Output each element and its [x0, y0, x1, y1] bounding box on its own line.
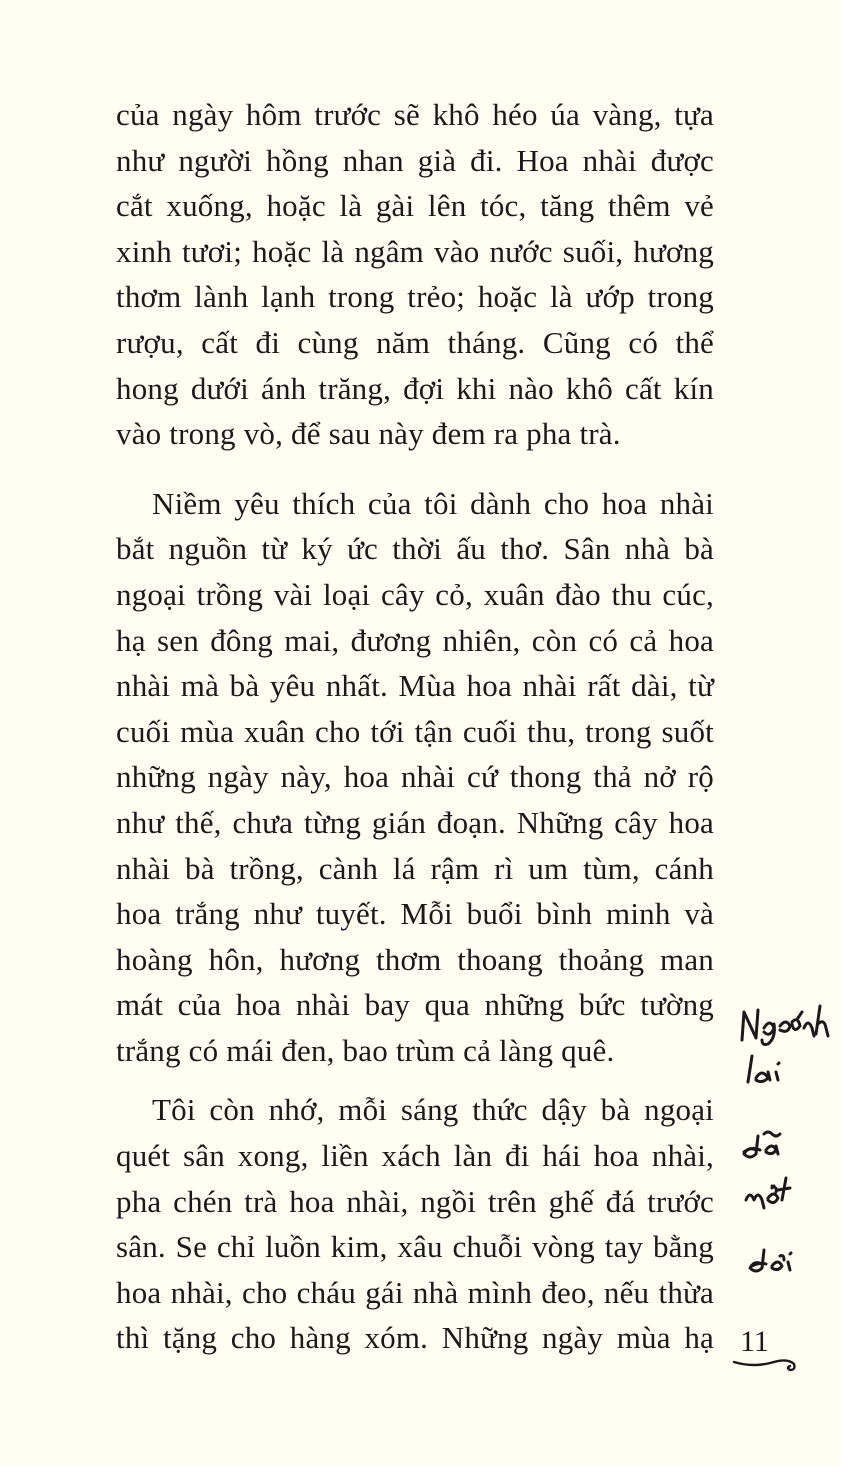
- text-line: mát của hoa nhài bay qua những bức tường: [116, 987, 714, 1023]
- text-line: của ngày hôm trước sẽ khô héo úa vàng, tựa: [116, 97, 714, 132]
- flourish-icon: [730, 1352, 800, 1382]
- text-line: ngoại trồng vài loại cây cỏ, xuân đào thu cúc,: [116, 576, 714, 612]
- text-line: vào trong vò, để sau này đem ra pha trà.: [116, 416, 621, 452]
- text-line: sân. Se chỉ luồn kim, xâu chuỗi vòng tay bằng: [116, 1229, 714, 1265]
- handwritten-margin-title: [736, 1000, 836, 1300]
- text-line: Tôi còn nhớ, mỗi sáng thức dậy bà ngoại: [152, 1092, 714, 1128]
- text-line: thơm lành lạnh trong trẻo; hoặc là ướp trong: [116, 279, 714, 315]
- text-line: quét sân xong, liền xách làn đi hái hoa nhài,: [116, 1138, 714, 1174]
- text-line: thì tặng cho hàng xóm. Những ngày mùa hạ: [116, 1320, 714, 1356]
- paragraph: [116, 1087, 714, 1361]
- paragraph: [116, 481, 714, 1074]
- text-line: hạ sen đông mai, đương nhiên, còn có cả hoa: [116, 622, 714, 658]
- text-line: cắt xuống, hoặc là gài lên tóc, tăng thêm vẻ: [116, 188, 714, 224]
- text-line: nhài bà trồng, cành lá rậm rì um tùm, cánh: [116, 850, 714, 886]
- text-line: hoàng hôn, hương thơm thoang thoảng man: [116, 941, 714, 977]
- text-line: rượu, cất đi cùng năm tháng. Cũng có thể: [116, 324, 714, 360]
- text-line: hoa trắng như tuyết. Mỗi buổi bình minh và: [116, 896, 714, 932]
- text-line: những ngày này, hoa nhài cứ thong thả nở rộ: [116, 759, 714, 795]
- text-line: pha chén trà hoa nhài, ngồi trên ghế đá trước: [116, 1183, 714, 1219]
- paragraph: [116, 92, 714, 457]
- text-line: nhài mà bà yêu nhất. Mùa hoa nhài rất dài, từ: [116, 668, 714, 704]
- text-line: như người hồng nhan già đi. Hoa nhài được: [116, 142, 714, 178]
- text-line: xinh tươi; hoặc là ngâm vào nước suối, hương: [116, 233, 714, 269]
- text-line: trắng có mái đen, bao trùm cả làng quê.: [116, 1032, 615, 1068]
- page-number: 11: [740, 1325, 769, 1358]
- body-text: [116, 92, 714, 1361]
- text-line: hoa nhài, cho cháu gái nhà mình đeo, nếu thừa: [116, 1274, 714, 1310]
- text-line: hong dưới ánh trăng, đợi khi nào khô cất kín: [116, 370, 714, 406]
- text-line: Niềm yêu thích của tôi dành cho hoa nhài: [152, 485, 714, 521]
- text-line: cuối mùa xuân cho tới tận cuối thu, trong suốt: [116, 713, 714, 749]
- calligraphy-signature: [736, 1000, 836, 1300]
- text-line: bắt nguồn từ ký ức thời ấu thơ. Sân nhà bà: [116, 531, 714, 567]
- text-line: như thế, chưa từng gián đoạn. Những cây hoa: [116, 804, 714, 840]
